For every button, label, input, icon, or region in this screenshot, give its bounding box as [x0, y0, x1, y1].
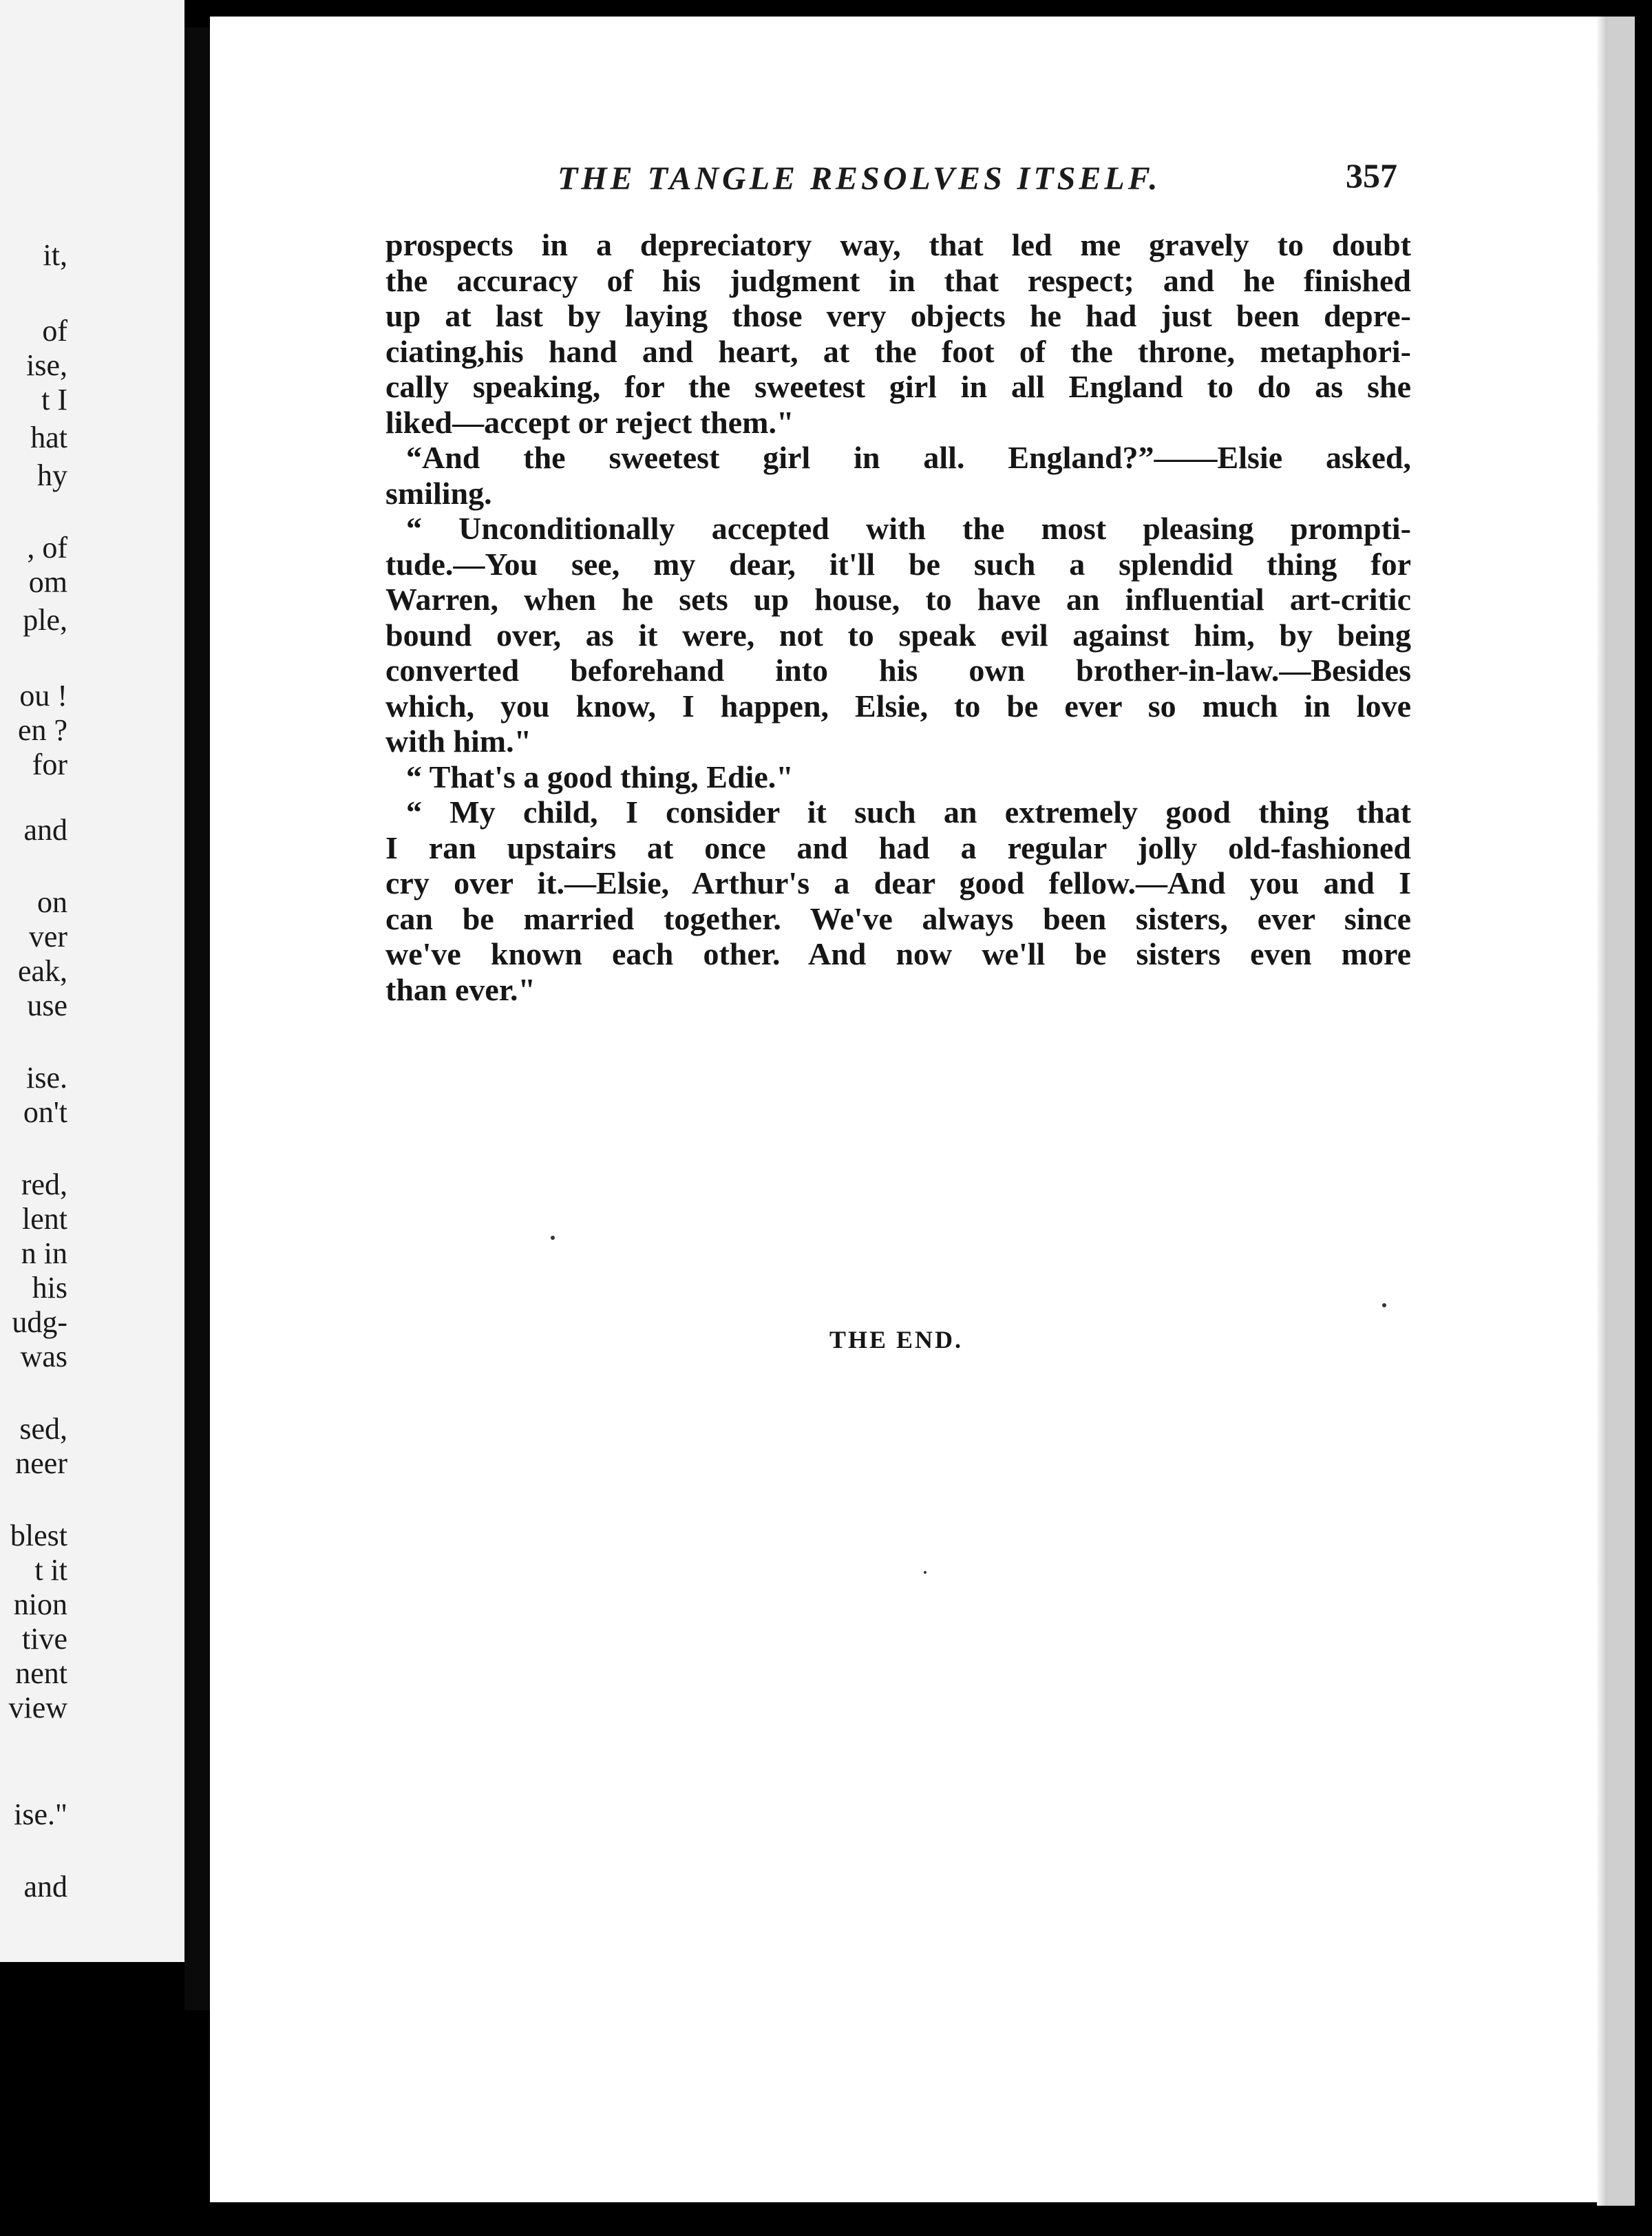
- body-line: with him.": [385, 724, 532, 759]
- body-line: “And the sweetest girl in all. England?”——Elsie asked,: [406, 440, 1411, 475]
- previous-page-fragment: nent: [15, 1656, 67, 1690]
- previous-page-fragment: ise.": [14, 1797, 67, 1831]
- body-line: cry over it.—Elsie, Arthur's a dear good fellow.—And you and I: [385, 865, 1411, 900]
- previous-page-fragment: udg-: [12, 1305, 67, 1339]
- running-head: THE TANGLE RESOLVES ITSELF.: [558, 160, 1161, 197]
- previous-page-fragment: t I: [41, 383, 67, 416]
- previous-page-fragment: ver: [28, 920, 67, 953]
- previous-page-fragment: ise,: [26, 348, 67, 382]
- page-header: [558, 156, 1411, 201]
- previous-page-fragment: sed,: [19, 1412, 67, 1446]
- body-line: the accuracy of his judgment in that respect; and he finished: [385, 262, 1411, 298]
- previous-page-fragment: n in: [21, 1236, 67, 1270]
- previous-page-fragment: and: [23, 1870, 67, 1903]
- body-text: [385, 227, 1411, 1007]
- print-speck: [1382, 1303, 1386, 1307]
- previous-page-fragment: nion: [13, 1588, 67, 1621]
- previous-page-fragment: red,: [21, 1168, 67, 1201]
- body-line: “ Unconditionally accepted with the most pleasing prompti-: [406, 511, 1411, 546]
- body-line: can be married together. We've always been sisters, ever since: [385, 900, 1411, 936]
- previous-page-fragment: ise.: [26, 1061, 67, 1095]
- previous-page-fragment: neer: [15, 1446, 67, 1480]
- body-line: prospects in a depreciatory way, that led me gravely to doubt: [385, 227, 1411, 262]
- print-speck: [924, 1571, 926, 1574]
- previous-page-fragment: his: [32, 1271, 67, 1305]
- body-line: “ That's a good thing, Edie.": [406, 759, 794, 794]
- previous-page-fragment: view: [8, 1691, 67, 1725]
- body-line: I ran upstairs at once and had a regular jolly old-fashioned: [385, 830, 1411, 865]
- previous-page-fragment: t it: [34, 1553, 67, 1587]
- previous-page-fragment: , of: [27, 531, 67, 565]
- previous-page-fragment: hy: [37, 458, 67, 492]
- previous-page-fragment: tive: [22, 1622, 67, 1656]
- body-line: ciating,his hand and heart, at the foot of the throne, metaphori-: [385, 333, 1411, 369]
- previous-page-fragment: blest: [10, 1519, 67, 1552]
- previous-page-fragment: ou !: [19, 679, 67, 713]
- body-line: tude.—You see, my dear, it'll be such a splendid thing for: [385, 546, 1411, 582]
- previous-page-fragment: for: [32, 748, 67, 781]
- previous-page-fragment: om: [28, 565, 67, 599]
- previous-page-fragment: en ?: [17, 713, 67, 747]
- body-line: up at last by laying those very objects he had just been depre-: [385, 298, 1411, 333]
- previous-page-fragment: and: [23, 813, 67, 847]
- the-end-marker: THE END.: [829, 1326, 964, 1353]
- previous-page-fragment: use: [27, 989, 67, 1022]
- print-speck: [551, 1236, 555, 1240]
- previous-page: [0, 0, 184, 1962]
- body-line: liked—accept or reject them.": [385, 404, 794, 440]
- page-number: 357: [1346, 156, 1397, 195]
- body-line: cally speaking, for the sweetest girl in all England to do as she: [385, 369, 1411, 404]
- previous-page-fragment: lent: [22, 1202, 67, 1236]
- body-line: smiling.: [385, 475, 492, 511]
- previous-page-fragment: was: [20, 1340, 67, 1373]
- body-line: Warren, when he sets up house, to have an influential art-critic: [385, 582, 1411, 617]
- body-line: we've known each other. And now we'll be sisters even more: [385, 936, 1411, 971]
- body-line: which, you know, I happen, Elsie, to be ever so much in love: [385, 688, 1411, 724]
- book-spine-gutter: [184, 28, 212, 2010]
- previous-page-fragment: on: [37, 885, 67, 919]
- body-line: bound over, as it were, not to speak evil against him, by being: [385, 617, 1411, 653]
- previous-page-fragment: eak,: [17, 954, 67, 988]
- body-line: “ My child, I consider it such an extremely good thing that: [406, 794, 1411, 830]
- previous-page-fragment: hat: [30, 421, 67, 454]
- body-line: than ever.": [385, 971, 536, 1007]
- previous-page-fragment: ple,: [23, 603, 67, 637]
- previous-page-fragment: of: [42, 314, 67, 348]
- previous-page-fragment: it,: [43, 238, 67, 272]
- previous-page-fragment: on't: [23, 1095, 67, 1129]
- body-line: converted beforehand into his own brother-in-law.—Besides: [385, 653, 1411, 688]
- page-edge: [1607, 17, 1635, 2206]
